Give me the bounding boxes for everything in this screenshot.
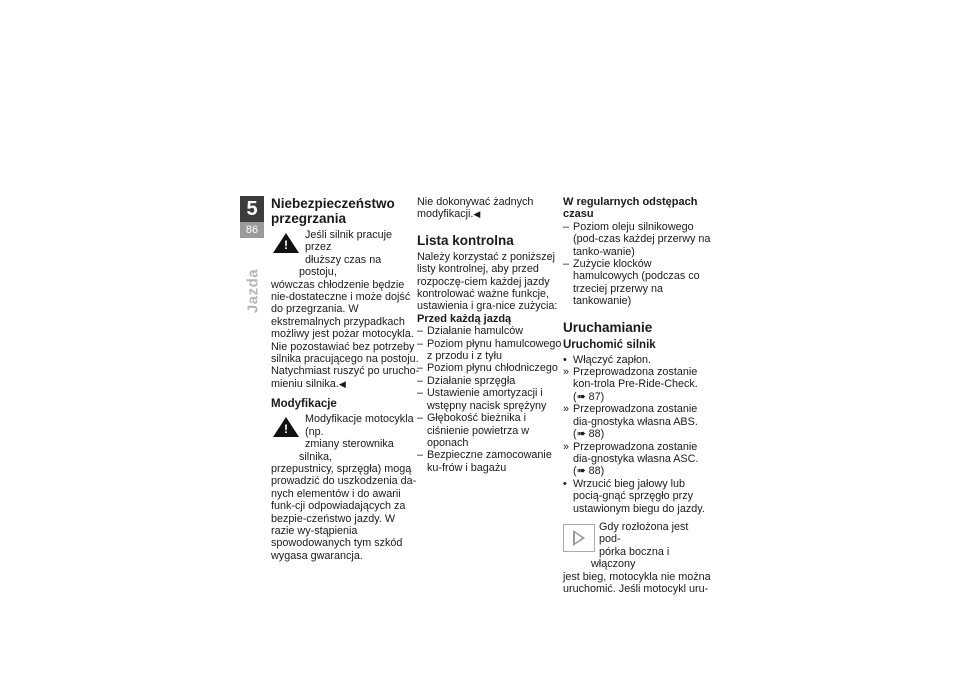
warning-triangle-icon: ! (271, 417, 301, 439)
start-steps (563, 354, 713, 515)
list-item-text: Przeprowadzona zostanie dia-gnostyka własna ASC. (➠ 88) (573, 440, 699, 478)
checklist-heading: Lista kontrolna (417, 232, 514, 248)
list-item (563, 478, 713, 515)
modifications-heading: Modyfikacje (271, 398, 337, 411)
modifications-warning (271, 413, 421, 562)
column-3 (563, 196, 713, 595)
start-subheading: Uruchomić silnik (563, 338, 656, 351)
list-item (563, 403, 713, 440)
list-item-text: Działanie sprzęgła (427, 374, 516, 387)
list-item-text: Poziom oleju silnikowego (pod-czas każdej przerwy na tanko-wanie) (573, 220, 711, 258)
list-item: – Działanie hamulców (417, 325, 524, 338)
chapter-title (236, 266, 270, 316)
modifications-end-text: Nie dokonywać żadnych modyfikacji. (417, 196, 534, 221)
list-item: – Zużycie klocków hamulcowych (podczas co trzeciej przerwy na tankowanie) (563, 258, 700, 308)
warning-triangle-icon: ! (271, 233, 301, 255)
list-item-text: Przeprowadzona zostanie kon-trola Pre-Ride-Check. (➠ 87) (573, 366, 698, 403)
overheat-heading: Niebezpieczeństwo przegrzania (271, 196, 395, 226)
overheat-body-2-text: Nie pozostawiać bez potrzeby silnika pracującego na postoju. Natychmiast ruszyć po urucho-mieniu silnika. (271, 340, 420, 390)
regular-heading: W regularnych odstępach czasu (563, 196, 698, 221)
list-item (563, 354, 713, 366)
list-item (563, 441, 713, 478)
note-arrow-icon (563, 524, 595, 552)
overheat-body: wówczas chłodzenie będzie nie-dostateczne i może dojść do przegrzania. W ekstremalnych przypadkach możliwy jest pożar motocykla. (271, 278, 414, 341)
list-marker: » (563, 403, 570, 416)
regular-list (563, 221, 713, 308)
checklist (417, 325, 570, 474)
list-item-text: Wrzucić bieg jałowy lub pocią-gnąć sprzęgło przy ustawionym biegu do jazdy. (573, 477, 705, 515)
end-mark-icon: ◀ (473, 209, 481, 220)
list-item: – Głębokość bieżnika i ciśnienie powietrza w oponach (417, 412, 530, 449)
list-marker: • (563, 477, 567, 490)
note-body: jest bieg, motocykla nie można uruchomić. Jeśli motocykl uru- (563, 570, 711, 595)
list-item-text: Działanie hamulców (427, 325, 524, 338)
list-item-text: Przeprowadzona zostanie dia-gnostyka własna ABS. (➠ 88) (573, 403, 698, 441)
list-item: – Poziom płynu hamulcowego z przodu i z tyłu (417, 337, 562, 363)
list-item-text: Zużycie klocków hamulcowych (podczas co trzeciej przerwy na tankowanie) (573, 258, 700, 308)
note-line-2: pórka boczna i włączony (591, 545, 670, 571)
chapter-title-text: Jazda (244, 268, 262, 314)
overheat-body-2 (271, 341, 421, 391)
end-mark-icon: ◀ (338, 378, 346, 389)
modifications-body: przepustnicy, sprzęgła) mogą prowadzić do uszkodzenia da-nych elementów i do awarii funk-cji odpowiadających za bezpie-czeństwo jazdy. W razie wy-stąpienia spowodowanych tym szkód wygasa gwarancja. (271, 462, 417, 562)
overheat-line-2: dłuższy czas na postoju, (299, 253, 382, 279)
overheat-line-1: Jeśli silnik pracuje przez (305, 229, 393, 254)
list-item-text: Głębokość bieżnika i ciśnienie powietrza w oponach (427, 412, 530, 449)
chapter-number: 5 (240, 196, 264, 222)
list-item-text: Poziom płynu hamulcowego z przodu i z tyłu (427, 337, 562, 363)
list-item: – Bezpieczne zamocowanie ku-frów i bagażu (417, 449, 552, 474)
list-item (563, 366, 713, 403)
modifications-line-1: Modyfikacje motocykla (np. (305, 413, 414, 438)
list-item: – Działanie sprzęgła (417, 374, 516, 387)
list-item-text: Poziom płynu chłodniczego (427, 362, 558, 375)
list-marker: • (563, 353, 567, 366)
note-box (563, 521, 713, 595)
start-heading: Uruchamianie (563, 319, 653, 335)
list-marker: » (563, 366, 570, 379)
checklist-intro: Należy korzystać z poniższej listy kontrolnej, aby przed rozpoczę-ciem każdej jazdy kontrolować ważne funkcje, ustawienia i gra-nice zużycia: (417, 250, 558, 313)
before-ride-heading: Przed każdą jazdą (417, 312, 512, 325)
list-item-text: Włączyć zapłon. (573, 353, 652, 366)
column-1 (271, 196, 421, 562)
list-item-text: Bezpieczne zamocowanie ku-frów i bagażu (427, 449, 552, 474)
note-line-1: Gdy rozłożona jest pod- (599, 520, 689, 546)
column-2 (417, 196, 570, 474)
list-item: – Ustawienie amortyzacji i wstępny nacisk sprężyny (417, 387, 547, 412)
modifications-line-2: zmiany sterownika silnika, (299, 438, 394, 463)
modifications-end (417, 196, 567, 221)
overheat-warning (271, 229, 421, 390)
page-number: 86 (240, 222, 264, 238)
list-item-text: Ustawienie amortyzacji i wstępny nacisk sprężyny (427, 387, 547, 412)
list-item: – Poziom oleju silnikowego (pod-czas każdej przerwy na tanko-wanie) (563, 220, 711, 258)
list-item: – Poziom płynu chłodniczego (417, 362, 558, 375)
list-marker: » (563, 440, 570, 453)
